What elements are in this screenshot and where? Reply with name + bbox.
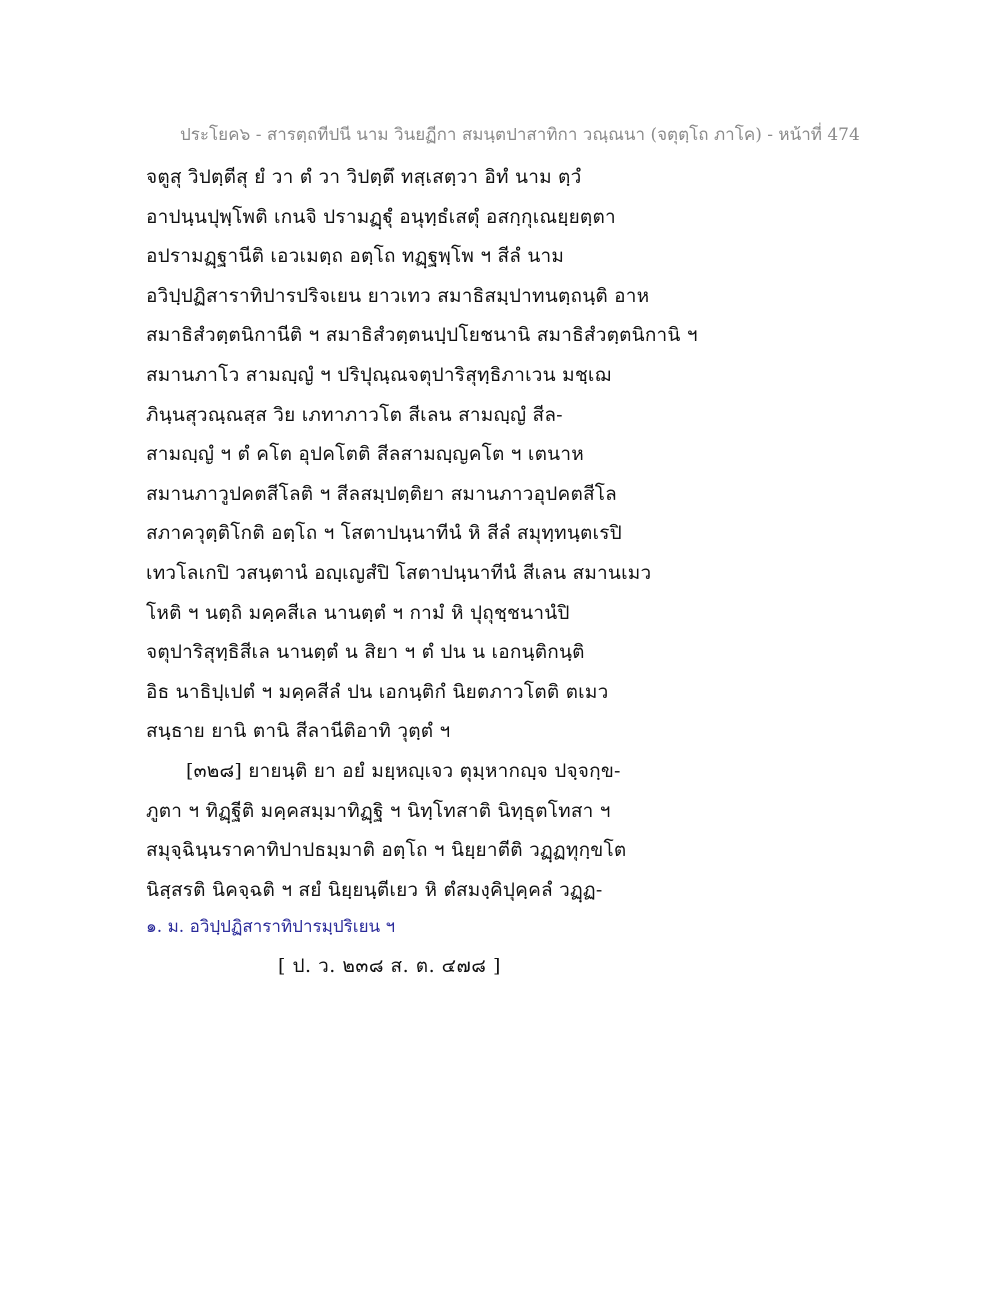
body-line: จตุปาริสุทฺธิสีเล นานตฺตํ น สิยา ฯ ตํ ปน น เอกนฺติกนฺติ [146, 641, 585, 664]
body-line: สมานภาวูปคตสีโลติ ฯ สีลสมฺปตฺติยา สมานภาวอุปคตสีโล [146, 482, 618, 505]
body-line: สภาควุตฺติโกติ อตฺโถ ฯ โสตาปนฺนาทีนํ หิ สีลํ สมุทฺทนฺตเรปิ [146, 522, 622, 545]
body-line: สมานภาโว สามญฺญํ ฯ ปริปุณฺณจตุปาริสุทฺธิภาเวน มชฺเฌ [146, 363, 612, 386]
footnote: ๑. ม. อวิปฺปฏิสาราทิปารมฺปริเยน ฯ [146, 917, 396, 937]
body-text [146, 158, 866, 910]
body-line: อิธ นาธิปฺเปตํ ฯ มคฺคสีลํ ปน เอกนฺติกํ นิยตภาวโตติ ตเมว [146, 680, 609, 703]
body-line: จตูสุ วิปตฺตีสุ ยํ วา ตํ วา วิปตฺตึ ทสฺเสตฺวา อิทํ นาม ตฺวํ [146, 166, 582, 188]
page-header: ประโยค๖ - สารตฺถทีปนี นาม วินยฏีกา สมนฺตปาสาทิกา วณฺณนา (จตุตฺโถ ภาโค) - หน้าที่ 474 [180, 125, 860, 145]
body-line: สมุจฺฉินฺนราคาทิปาปธมฺมาติ อตฺโถ ฯ นิยฺยาตีติ วฏฺฏทุกฺขโต [146, 839, 627, 862]
body-line: [๓๒๘] ยายนฺติ ยา อยํ มยฺหญฺเจว ตุมฺหากญฺจ ปจฺจกฺข- [186, 759, 621, 782]
body-line: เทวโลเกปิ วสนฺตานํ อญฺเญสํปิ โสตาปนฺนาทีนํ สีเลน สมานเมว [146, 561, 652, 584]
body-line: สามญฺญํ ฯ ตํ คโต อุปคโตติ สีลสามญฺญคโต ฯ เตนาห [146, 443, 584, 466]
page-reference: [ ป. ว. ๒๓๘ ส. ต. ๔๗๘ ] [278, 955, 501, 977]
body-line: อปรามฏฺฐานีติ เอวเมตฺถ อตฺโถ ทฏฺฐพฺโพ ฯ สีลํ นาม [146, 245, 565, 268]
body-line: สมาธิสํวตฺตนิกานีติ ฯ สมาธิสํวตฺตนปฺปโยชนานิ สมาธิสํวตฺตนิกานิ ฯ [146, 324, 698, 347]
body-line: อวิปฺปฏิสาราทิปารปริจเยน ยาวเทว สมาธิสมฺปาทนตฺถนฺติ อาห [146, 284, 650, 307]
body-line: โหติ ฯ นตฺถิ มคฺคสีเล นานตฺตํ ฯ กามํ หิ ปุถุชฺชนานํปิ [146, 601, 570, 624]
body-line: อาปนฺนปุพฺโพติ เกนจิ ปรามฏฺฐุํ อนุทฺธํเสตุํ อสกฺกุเณยฺยตฺตา [146, 205, 616, 228]
body-line: สนฺธาย ยานิ ตานิ สีลานีติอาทิ วุตฺตํ ฯ [146, 720, 451, 743]
body-line: ภินฺนสุวณฺณสฺส วิย เภทาภาวโต สีเลน สามญฺญํ สีล- [146, 403, 563, 426]
body-line: ภูตา ฯ ทิฏฺฐีติ มคฺคสมฺมาทิฏฺฐิ ฯ นิทฺโทสาติ นิทฺธุตโทสา ฯ [146, 799, 611, 822]
body-line: นิสฺสรติ นิคจฺฉติ ฯ สยํ นิยฺยนฺตีเยว หิ ตํสมงฺคิปุคฺคลํ วฏฺฏ- [146, 878, 603, 901]
